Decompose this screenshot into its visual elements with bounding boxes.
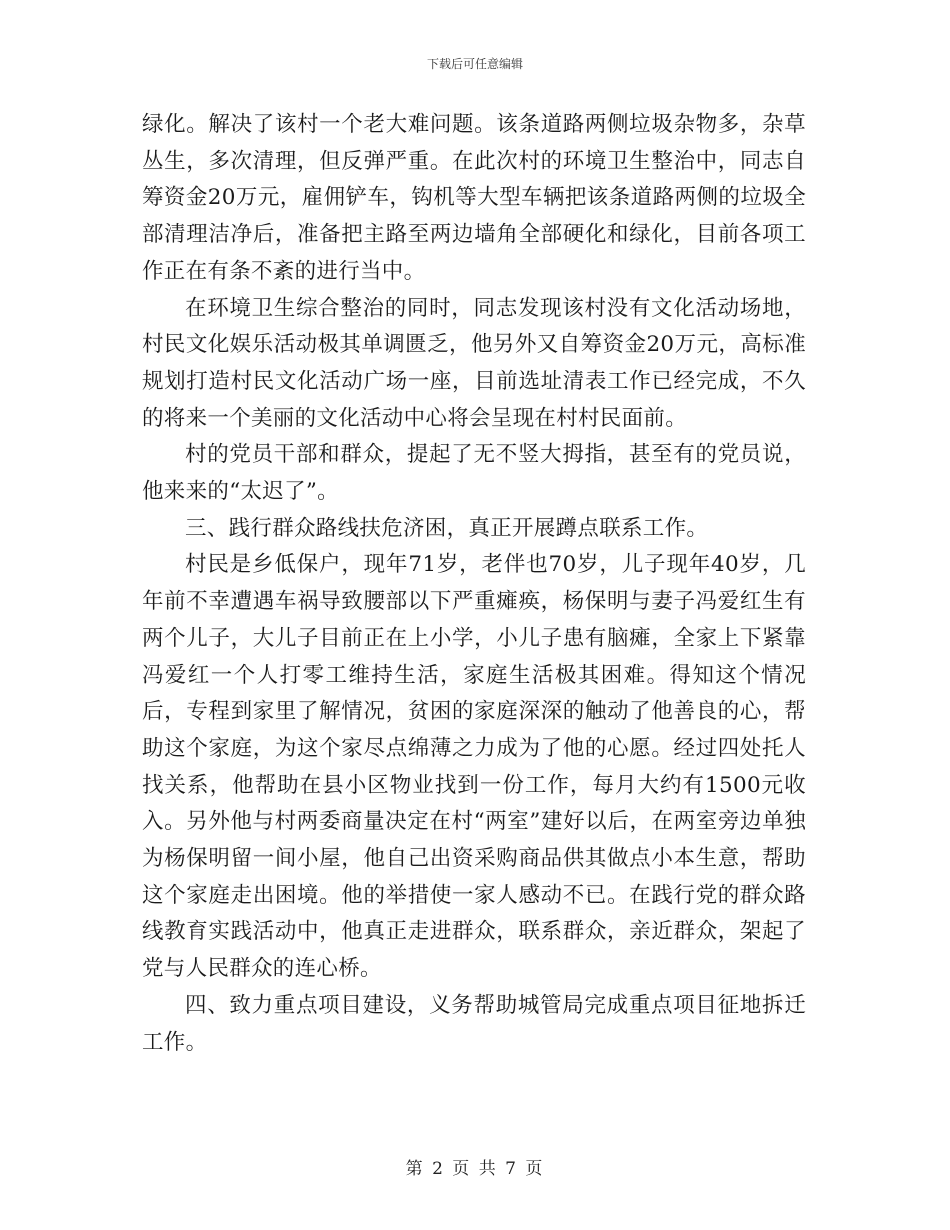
section-heading-four: 四、致力重点项目建设，义务帮助城管局完成重点项目征地拆迁工作。	[142, 992, 806, 1055]
document-body	[142, 107, 806, 1061]
page-header: 下载后可任意编辑	[426, 57, 523, 71]
paragraph-culture-square: 在环境卫生综合整治的同时，同志发现该村没有文化活动场地，村民文化娱乐活动极其单调匮乏，他另外又自筹资金20万元，高标准规划打造村民文化活动广场一座，目前选址清表工作已经完成，不久的将来一个美丽的文化活动中心将会呈现在村村民面前。	[142, 295, 806, 431]
page-number-footer: 第 2 页 共 7 页	[405, 1159, 545, 1179]
section-heading-three: 三、践行群众路线扶危济困，真正开展蹲点联系工作。	[185, 515, 709, 541]
paragraph-villager-praise: 村的党员干部和群众，提起了无不竖大拇指，甚至有的党员说，他来来的“太迟了”。	[142, 442, 806, 505]
paragraph-road-greening: 绿化。解决了该村一个老大难问题。该条道路两侧垃圾杂物多，杂草丛生，多次清理，但反弹严重。在此次村的环境卫生整治中，同志自筹资金20万元，雇佣铲车，钩机等大型车辆把该条道路两侧的垃圾全部清理洁净后，准备把主路至两边墙角全部硬化和绿化，目前各项工作正在有条不紊的进行当中。	[142, 112, 806, 284]
paragraph-poverty-assistance: 村民是乡低保户，现年71岁，老伴也70岁，儿子现年40岁，几年前不幸遭遇车祸导致腰部以下严重瘫痪，杨保明与妻子冯爱红生有两个儿子，大儿子目前正在上小学，小儿子患有脑瘫，全家上下紧靠冯爱红一个人打零工维持生活，家庭生活极其困难。得知这个情况后，专程到家里了解情况，贫困的家庭深深的触动了他善良的心，帮助这个家庭，为这个家尽点绵薄之力成为了他的心愿。经过四处托人找关系，他帮助在县小区物业找到一份工作，每月大约有1500元收入。另外他与村两委商量决定在村“两室”建好以后，在两室旁边单独为杨保明留一间小屋，他自己出资采购商品供其做点小本生意，帮助这个家庭走出困境。他的举措使一家人感动不已。在践行党的群众路线教育实践活动中，他真正走进群众，联系群众，亲近群众，架起了党与人民群众的连心桥。	[142, 552, 806, 982]
